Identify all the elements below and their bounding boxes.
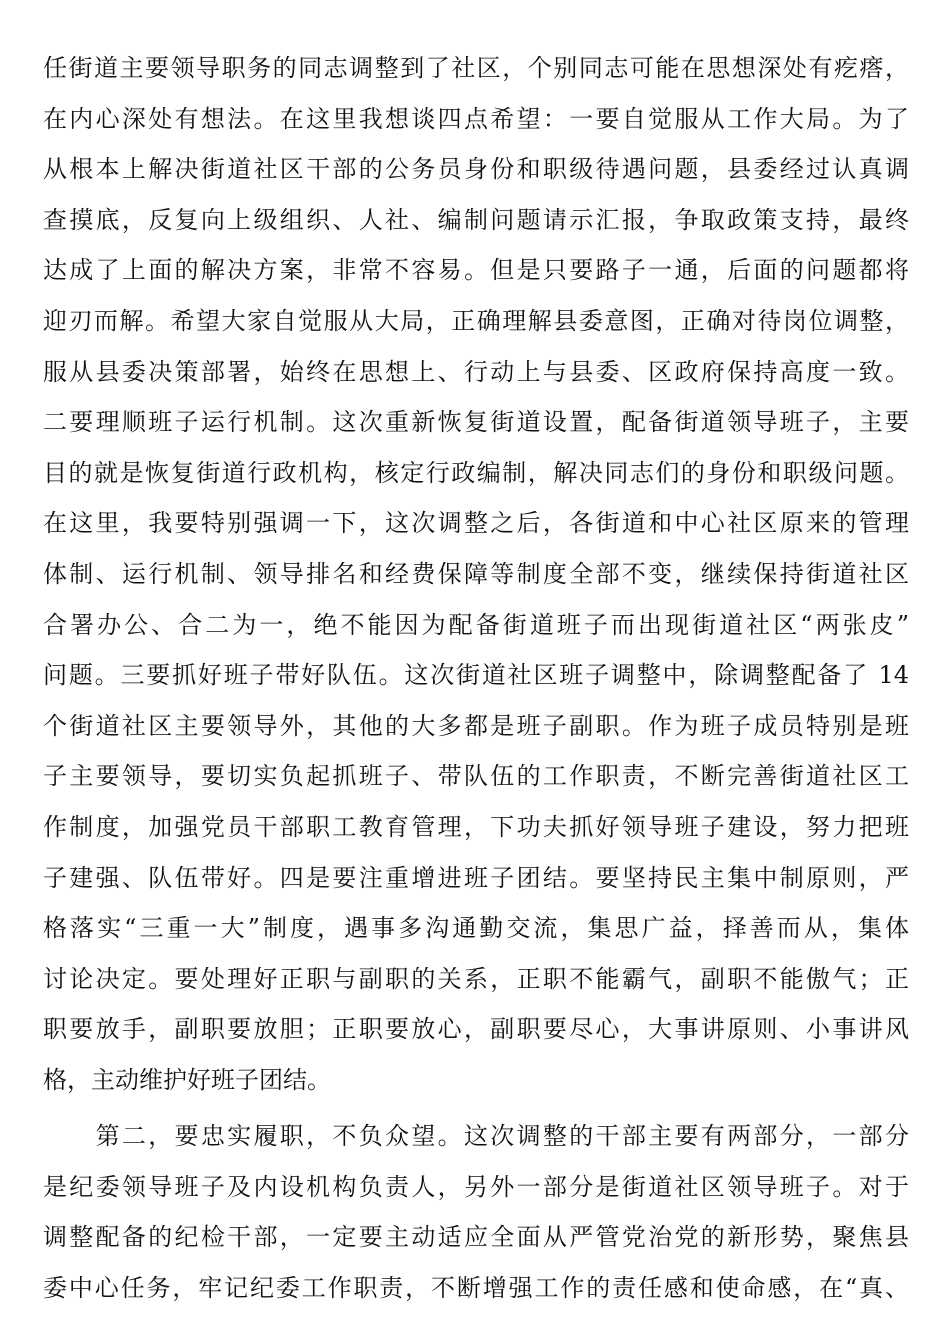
text-line: 委中心任务，牢记纪委工作职责，不断增强工作的责任感和使命感，在“真、 — [43, 1273, 909, 1302]
text-line: 体制、运行机制、领导排名和经费保障等制度全部不变，继续保持街道社区 — [43, 559, 909, 588]
text-line: 第二，要忠实履职，不负众望。这次调整的干部主要有两部分，一部分 — [43, 1122, 909, 1150]
text-line: 在内心深处有想法。在这里我想谈四点希望：一要自觉服从工作大局。为了 — [43, 104, 909, 133]
text-line: 个街道社区主要领导外，其他的大多都是班子副职。作为班子成员特别是班 — [43, 711, 909, 740]
text-line: 合署办公、合二为一，绝不能因为配备街道班子而出现街道社区“两张皮” — [43, 610, 909, 639]
text-line: 二要理顺班子运行机制。这次重新恢复街道设置，配备街道领导班子，主要 — [43, 408, 909, 437]
paragraph-1 — [43, 43, 909, 1105]
text-line: 目的就是恢复街道行政机构，核定行政编制，解决同志们的身份和职级问题。 — [43, 458, 909, 487]
text-line: 讨论决定。要处理好正职与副职的关系，正职不能霸气，副职不能傲气；正 — [43, 964, 909, 993]
text-line: 服从县委决策部署，始终在思想上、行动上与县委、区政府保持高度一致。 — [43, 357, 909, 386]
text-line: 子主要领导，要切实负起抓班子、带队伍的工作职责，不断完善街道社区工 — [43, 762, 909, 791]
text-line: 子建强、队伍带好。四是要注重增进班子团结。要坚持民主集中制原则，严 — [43, 863, 909, 892]
text-line: 从根本上解决街道社区干部的公务员身份和职级待遇问题，县委经过认真调 — [43, 155, 909, 184]
text-line: 迎刃而解。希望大家自觉服从大局，正确理解县委意图，正确对待岗位调整， — [43, 306, 909, 335]
text-line: 是纪委领导班子及内设机构负责人，另外一部分是街道社区领导班子。对于 — [43, 1172, 909, 1201]
text-line: 查摸底，反复向上级组织、人社、编制问题请示汇报，争取政策支持，最终 — [43, 205, 909, 234]
text-line: 达成了上面的解决方案，非常不容易。但是只要路子一通，后面的问题都将 — [43, 256, 909, 285]
text-line: 问题。三要抓好班子带好队伍。这次街道社区班子调整中，除调整配备了 14 — [43, 661, 909, 690]
text-line: 作制度，加强党员干部职工教育管理，下功夫抓好领导班子建设，努力把班 — [43, 812, 909, 841]
text-line: 职要放手，副职要放胆；正职要放心，副职要尽心，大事讲原则、小事讲风 — [43, 1015, 909, 1044]
text-line: 格落实“三重一大”制度，遇事多沟通勤交流，集思广益，择善而从，集体 — [43, 914, 909, 943]
text-line: 任街道主要领导职务的同志调整到了社区，个别同志可能在思想深处有疙瘩， — [43, 54, 909, 82]
text-line: 在这里，我要特别强调一下，这次调整之后，各街道和中心社区原来的管理 — [43, 509, 909, 538]
text-line: 调整配备的纪检干部，一定要主动适应全面从严管党治党的新形势，聚焦县 — [43, 1223, 909, 1252]
paragraph-2 — [43, 1111, 909, 1313]
text-line: 格，主动维护好班子团结。 — [43, 1065, 331, 1094]
